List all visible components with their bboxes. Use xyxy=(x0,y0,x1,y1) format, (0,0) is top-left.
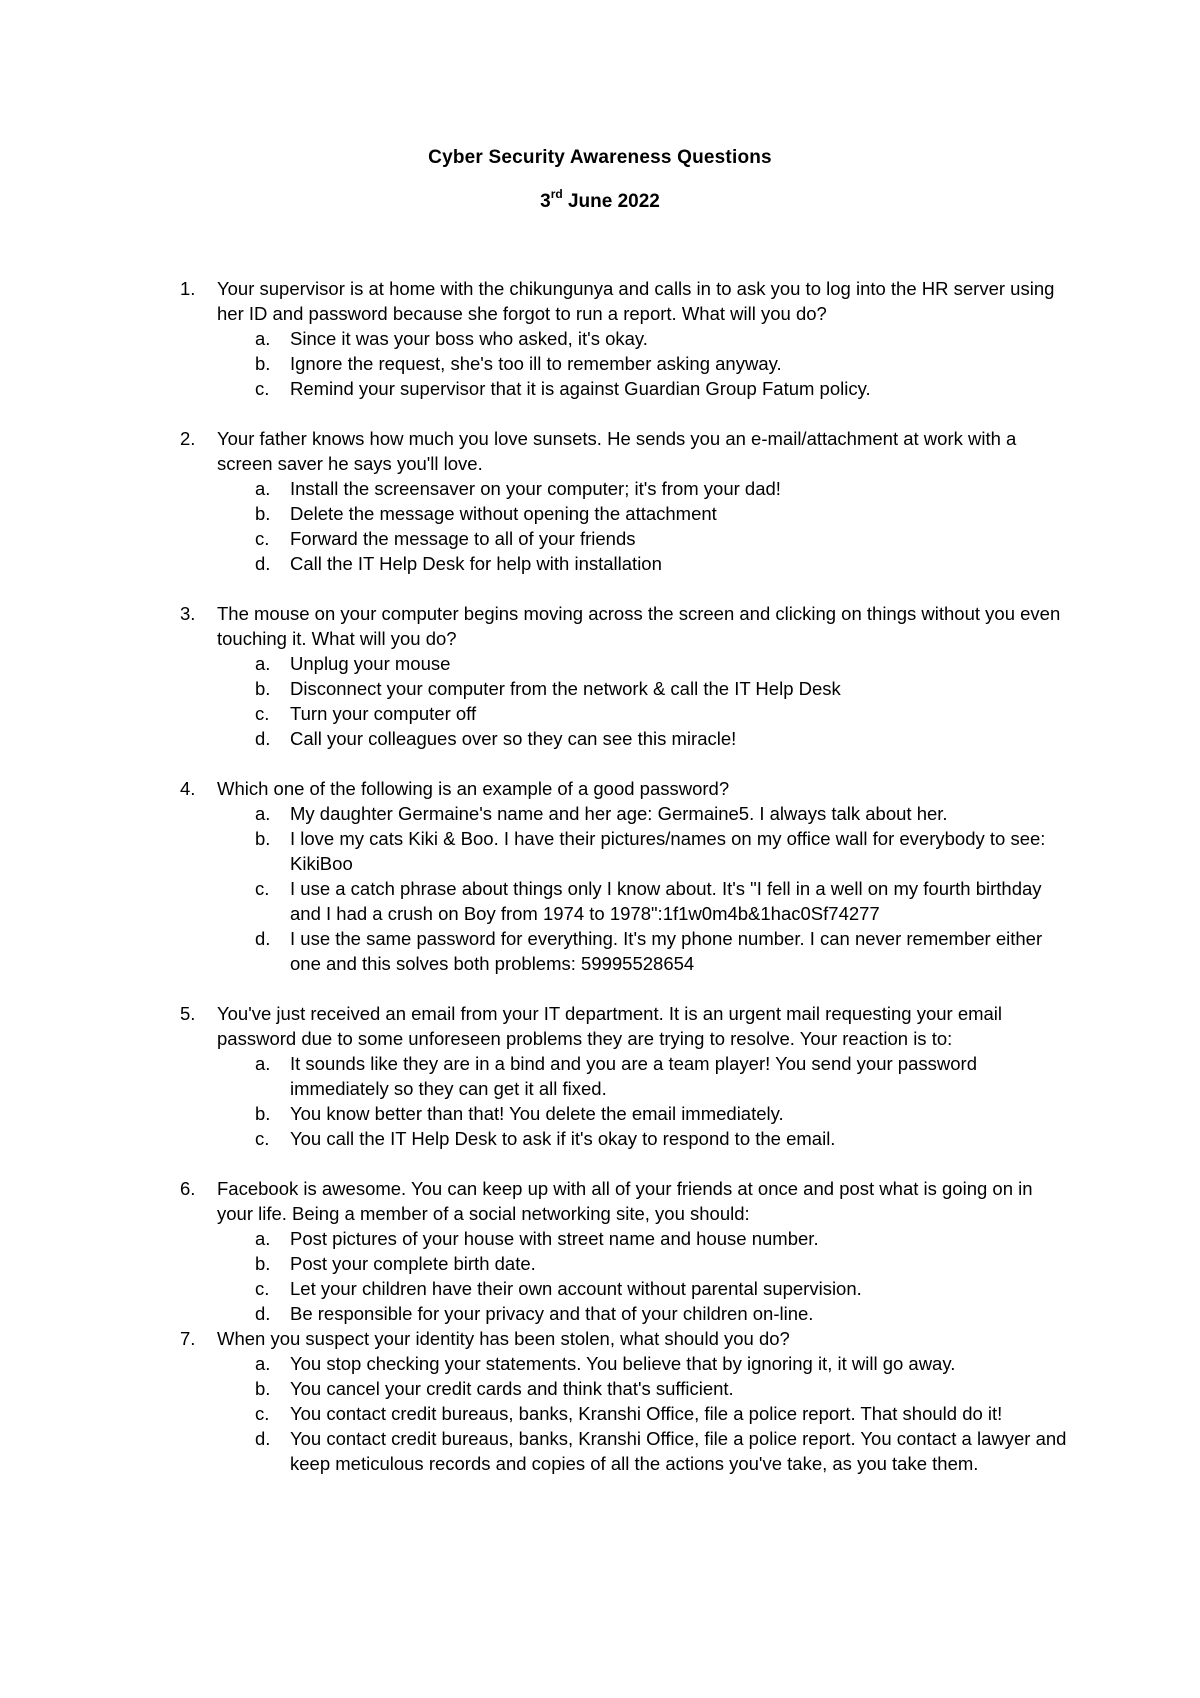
answer-option xyxy=(0,1301,1200,1326)
answer-option xyxy=(0,1351,1200,1376)
option-letter: d. xyxy=(255,553,271,574)
question-item xyxy=(0,776,1200,976)
answer-option xyxy=(0,676,1200,701)
question-number: 6. xyxy=(180,1178,196,1199)
answer-option xyxy=(0,701,1200,726)
answer-option xyxy=(0,526,1200,551)
answer-option xyxy=(0,876,1200,926)
option-text: I use the same password for everything. It's my phone number. I can never remember either one and this solves both problems: 59995528654 xyxy=(290,928,1043,974)
question-number: 3. xyxy=(180,603,196,624)
option-text: Ignore the request, she's too ill to remember asking anyway. xyxy=(290,353,782,374)
option-text: Turn your computer off xyxy=(290,703,477,724)
option-text: It sounds like they are in a bind and you are a team player! You send your password immediately so they can get it all fixed. xyxy=(290,1053,977,1099)
option-text: You cancel your credit cards and think that's sufficient. xyxy=(290,1378,734,1399)
option-letter: c. xyxy=(255,1403,270,1424)
option-text: Be responsible for your privacy and that of your children on-line. xyxy=(290,1303,814,1324)
option-letter: b. xyxy=(255,503,271,524)
answer-option xyxy=(0,501,1200,526)
question-number: 5. xyxy=(180,1003,196,1024)
question-text: When you suspect your identity has been stolen, what should you do? xyxy=(217,1328,790,1349)
question-item xyxy=(0,1001,1200,1151)
answer-option xyxy=(0,726,1200,751)
answer-options xyxy=(0,651,1200,751)
answer-option xyxy=(0,1051,1200,1101)
option-text: Call the IT Help Desk for help with installation xyxy=(290,553,662,574)
option-text: Delete the message without opening the attachment xyxy=(290,503,717,524)
option-text: You contact credit bureaus, banks, Kranshi Office, file a police report. You contact a lawyer and keep meticulous records and copies of all the actions you've take, as you take them. xyxy=(290,1428,1067,1474)
answer-options xyxy=(0,476,1200,576)
option-letter: c. xyxy=(255,378,270,399)
answer-option xyxy=(0,1276,1200,1301)
option-letter: b. xyxy=(255,1103,271,1124)
question-text: The mouse on your computer begins moving across the screen and clicking on things without you even touching it. What will you do? xyxy=(217,603,1061,649)
option-letter: c. xyxy=(255,1128,270,1149)
question-number: 1. xyxy=(180,278,196,299)
answer-option xyxy=(0,1376,1200,1401)
answer-option xyxy=(0,476,1200,501)
answer-option xyxy=(0,551,1200,576)
answer-options xyxy=(0,1351,1200,1476)
question-number: 2. xyxy=(180,428,196,449)
answer-options xyxy=(0,1226,1200,1326)
option-letter: c. xyxy=(255,1278,270,1299)
option-text: You contact credit bureaus, banks, Kranshi Office, file a police report. That should do it! xyxy=(290,1403,1003,1424)
option-letter: b. xyxy=(255,1253,271,1274)
question-text: You've just received an email from your IT department. It is an urgent mail requesting your email password due to some unforeseen problems they are trying to resolve. Your reaction is to: xyxy=(217,1003,1003,1049)
option-text: Since it was your boss who asked, it's okay. xyxy=(290,328,648,349)
option-text: You stop checking your statements. You believe that by ignoring it, it will go away. xyxy=(290,1353,956,1374)
question-number: 7. xyxy=(180,1328,196,1349)
answer-option xyxy=(0,351,1200,376)
date-day: 3 xyxy=(540,191,551,212)
option-letter: a. xyxy=(255,478,271,499)
answer-option xyxy=(0,1126,1200,1151)
option-text: Unplug your mouse xyxy=(290,653,451,674)
option-letter: a. xyxy=(255,1228,271,1249)
question-list xyxy=(0,276,1200,1476)
answer-option xyxy=(0,801,1200,826)
option-text: Call your colleagues over so they can see this miracle! xyxy=(290,728,737,749)
option-letter: a. xyxy=(255,653,271,674)
option-letter: d. xyxy=(255,1303,271,1324)
option-text: Forward the message to all of your friends xyxy=(290,528,636,549)
option-text: I use a catch phrase about things only I know about. It's "I fell in a well on my fourth birthday and I had a crush on Boy from 1974 to 1978":1f1w0m4b&1hac0Sf74277 xyxy=(290,878,1042,924)
option-text: Install the screensaver on your computer; it's from your dad! xyxy=(290,478,781,499)
question-item xyxy=(0,1176,1200,1326)
answer-option xyxy=(0,326,1200,351)
question-text: Your supervisor is at home with the chikungunya and calls in to ask you to log into the HR server using her ID and password because she forgot to run a report. What will you do? xyxy=(217,278,1055,324)
option-text: My daughter Germaine's name and her age: Germaine5. I always talk about her. xyxy=(290,803,948,824)
option-letter: b. xyxy=(255,828,271,849)
answer-option xyxy=(0,826,1200,876)
option-letter: d. xyxy=(255,1428,271,1449)
option-text: I love my cats Kiki & Boo. I have their pictures/names on my office wall for everybody to see: KikiBoo xyxy=(290,828,1046,874)
option-letter: b. xyxy=(255,678,271,699)
answer-options xyxy=(0,1051,1200,1151)
option-letter: a. xyxy=(255,328,271,349)
answer-option xyxy=(0,1251,1200,1276)
question-text: Facebook is awesome. You can keep up with all of your friends at once and post what is going on in your life. Being a member of a social networking site, you should: xyxy=(217,1178,1033,1224)
date-month-year: June 2022 xyxy=(562,191,660,212)
answer-option xyxy=(0,376,1200,401)
answer-options xyxy=(0,801,1200,976)
option-text: You call the IT Help Desk to ask if it's okay to respond to the email. xyxy=(290,1128,836,1149)
option-letter: d. xyxy=(255,728,271,749)
answer-option xyxy=(0,1226,1200,1251)
question-text: Which one of the following is an example of a good password? xyxy=(217,778,730,799)
question-number: 4. xyxy=(180,778,196,799)
option-letter: c. xyxy=(255,878,270,899)
document-date xyxy=(0,186,1200,214)
option-letter: b. xyxy=(255,353,271,374)
question-item xyxy=(0,1326,1200,1476)
option-letter: a. xyxy=(255,1053,271,1074)
answer-option xyxy=(0,926,1200,976)
option-letter: d. xyxy=(255,928,271,949)
question-item xyxy=(0,601,1200,751)
answer-option xyxy=(0,651,1200,676)
option-text: Disconnect your computer from the network & call the IT Help Desk xyxy=(290,678,841,699)
question-text: Your father knows how much you love sunsets. He sends you an e-mail/attachment at work with a screen saver he says you'll love. xyxy=(217,428,1017,474)
date-suffix: rd xyxy=(550,186,563,201)
document-title: Cyber Security Awareness Questions xyxy=(428,147,772,168)
answer-option xyxy=(0,1101,1200,1126)
option-letter: c. xyxy=(255,703,270,724)
question-item xyxy=(0,276,1200,401)
option-text: You know better than that! You delete the email immediately. xyxy=(290,1103,784,1124)
answer-option xyxy=(0,1401,1200,1426)
question-item xyxy=(0,426,1200,576)
option-letter: b. xyxy=(255,1378,271,1399)
option-letter: a. xyxy=(255,803,271,824)
option-text: Let your children have their own account without parental supervision. xyxy=(290,1278,862,1299)
answer-options xyxy=(0,326,1200,401)
option-letter: a. xyxy=(255,1353,271,1374)
option-text: Remind your supervisor that it is against Guardian Group Fatum policy. xyxy=(290,378,871,399)
answer-option xyxy=(0,1426,1200,1476)
option-text: Post your complete birth date. xyxy=(290,1253,536,1274)
option-text: Post pictures of your house with street name and house number. xyxy=(290,1228,819,1249)
option-letter: c. xyxy=(255,528,270,549)
